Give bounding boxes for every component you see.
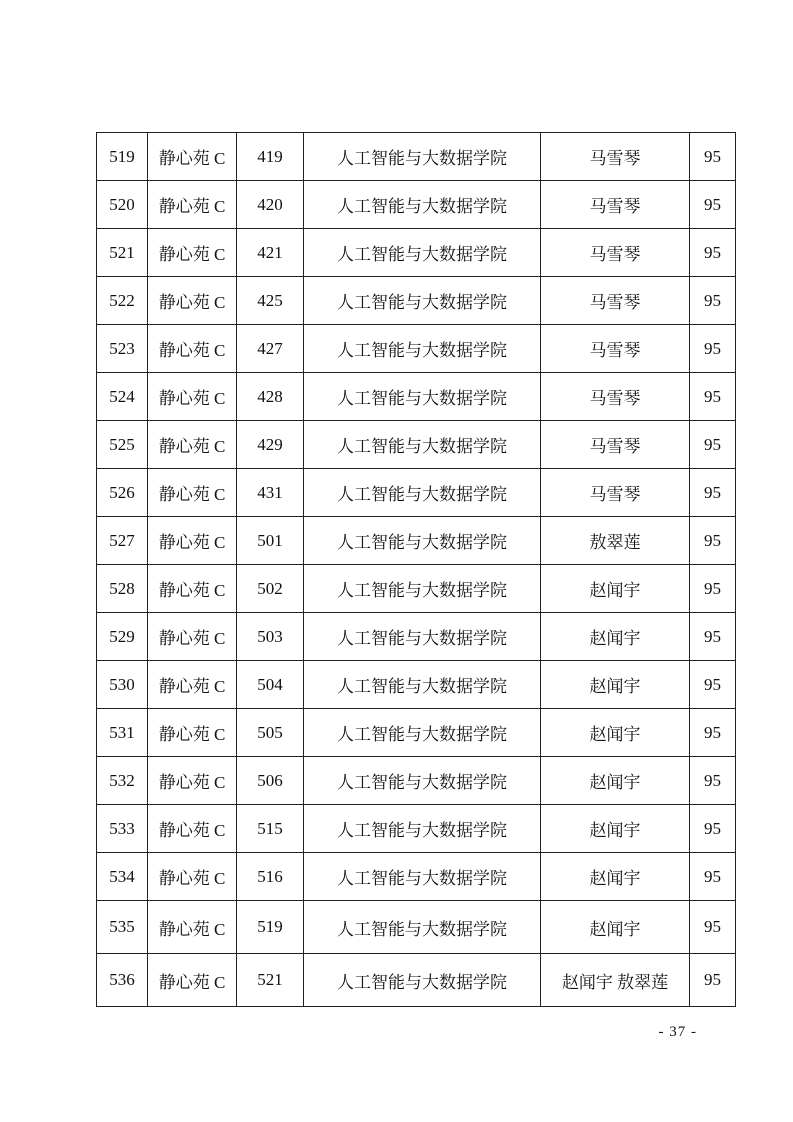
row-number-cell: 529 (97, 613, 148, 661)
row-number-cell: 535 (97, 901, 148, 954)
building-cell: 静心苑 C (148, 229, 237, 277)
room-number-cell: 425 (237, 277, 304, 325)
room-number-cell: 419 (237, 133, 304, 181)
room-number-cell: 431 (237, 469, 304, 517)
building-cell: 静心苑 C (148, 421, 237, 469)
teacher-cell: 马雪琴 (541, 229, 690, 277)
score-cell: 95 (690, 954, 736, 1007)
row-number-cell: 527 (97, 517, 148, 565)
row-number-cell: 521 (97, 229, 148, 277)
building-cell: 静心苑 C (148, 277, 237, 325)
table-row (97, 229, 736, 277)
teacher-cell: 马雪琴 (541, 325, 690, 373)
room-number-cell: 516 (237, 853, 304, 901)
building-cell: 静心苑 C (148, 709, 237, 757)
building-cell: 静心苑 C (148, 613, 237, 661)
teacher-cell: 马雪琴 (541, 181, 690, 229)
college-cell: 人工智能与大数据学院 (304, 421, 541, 469)
score-cell: 95 (690, 325, 736, 373)
score-cell: 95 (690, 757, 736, 805)
row-number-cell: 531 (97, 709, 148, 757)
college-cell: 人工智能与大数据学院 (304, 613, 541, 661)
teacher-cell: 马雪琴 (541, 277, 690, 325)
college-cell: 人工智能与大数据学院 (304, 565, 541, 613)
teacher-cell: 马雪琴 (541, 133, 690, 181)
college-cell: 人工智能与大数据学院 (304, 181, 541, 229)
teacher-cell: 赵闻宇 (541, 661, 690, 709)
score-cell: 95 (690, 661, 736, 709)
room-number-cell: 428 (237, 373, 304, 421)
college-cell: 人工智能与大数据学院 (304, 661, 541, 709)
building-cell: 静心苑 C (148, 954, 237, 1007)
row-number-cell: 522 (97, 277, 148, 325)
teacher-cell: 马雪琴 (541, 469, 690, 517)
table-row (97, 325, 736, 373)
room-number-cell: 504 (237, 661, 304, 709)
table-row (97, 133, 736, 181)
building-cell: 静心苑 C (148, 469, 237, 517)
score-cell: 95 (690, 853, 736, 901)
row-number-cell: 524 (97, 373, 148, 421)
college-cell: 人工智能与大数据学院 (304, 757, 541, 805)
table-row (97, 181, 736, 229)
row-number-cell: 530 (97, 661, 148, 709)
college-cell: 人工智能与大数据学院 (304, 954, 541, 1007)
table-row (97, 613, 736, 661)
score-cell: 95 (690, 613, 736, 661)
score-cell: 95 (690, 901, 736, 954)
building-cell: 静心苑 C (148, 133, 237, 181)
score-cell: 95 (690, 421, 736, 469)
table-row (97, 517, 736, 565)
score-cell: 95 (690, 805, 736, 853)
table-row (97, 421, 736, 469)
building-cell: 静心苑 C (148, 517, 237, 565)
row-number-cell: 520 (97, 181, 148, 229)
college-cell: 人工智能与大数据学院 (304, 229, 541, 277)
row-number-cell: 528 (97, 565, 148, 613)
score-cell: 95 (690, 565, 736, 613)
teacher-cell: 马雪琴 (541, 421, 690, 469)
row-number-cell: 534 (97, 853, 148, 901)
room-number-cell: 429 (237, 421, 304, 469)
teacher-cell: 赵闻宇 (541, 613, 690, 661)
room-number-cell: 515 (237, 805, 304, 853)
room-number-cell: 420 (237, 181, 304, 229)
row-number-cell: 525 (97, 421, 148, 469)
page-number: - 37 - (658, 1024, 697, 1040)
room-number-cell: 519 (237, 901, 304, 954)
score-cell: 95 (690, 133, 736, 181)
college-cell: 人工智能与大数据学院 (304, 277, 541, 325)
table-row (97, 757, 736, 805)
row-number-cell: 532 (97, 757, 148, 805)
score-cell: 95 (690, 709, 736, 757)
table-row (97, 469, 736, 517)
room-number-cell: 521 (237, 954, 304, 1007)
table-row (97, 805, 736, 853)
score-cell: 95 (690, 277, 736, 325)
building-cell: 静心苑 C (148, 805, 237, 853)
building-cell: 静心苑 C (148, 325, 237, 373)
building-cell: 静心苑 C (148, 901, 237, 954)
row-number-cell: 533 (97, 805, 148, 853)
college-cell: 人工智能与大数据学院 (304, 709, 541, 757)
teacher-cell: 赵闻宇 (541, 901, 690, 954)
table-row (97, 277, 736, 325)
score-cell: 95 (690, 181, 736, 229)
table-row (97, 709, 736, 757)
room-number-cell: 506 (237, 757, 304, 805)
teacher-cell: 赵闻宇 敖翠莲 (541, 954, 690, 1007)
college-cell: 人工智能与大数据学院 (304, 853, 541, 901)
college-cell: 人工智能与大数据学院 (304, 325, 541, 373)
teacher-cell: 马雪琴 (541, 373, 690, 421)
score-cell: 95 (690, 469, 736, 517)
building-cell: 静心苑 C (148, 373, 237, 421)
college-cell: 人工智能与大数据学院 (304, 517, 541, 565)
table-row (97, 565, 736, 613)
score-cell: 95 (690, 373, 736, 421)
row-number-cell: 519 (97, 133, 148, 181)
score-cell: 95 (690, 229, 736, 277)
table-row (97, 853, 736, 901)
teacher-cell: 赵闻宇 (541, 853, 690, 901)
room-number-cell: 421 (237, 229, 304, 277)
teacher-cell: 敖翠莲 (541, 517, 690, 565)
row-number-cell: 526 (97, 469, 148, 517)
college-cell: 人工智能与大数据学院 (304, 805, 541, 853)
building-cell: 静心苑 C (148, 661, 237, 709)
building-cell: 静心苑 C (148, 565, 237, 613)
table-row (97, 661, 736, 709)
teacher-cell: 赵闻宇 (541, 709, 690, 757)
table-row (97, 901, 736, 954)
college-cell: 人工智能与大数据学院 (304, 901, 541, 954)
teacher-cell: 赵闻宇 (541, 805, 690, 853)
college-cell: 人工智能与大数据学院 (304, 469, 541, 517)
building-cell: 静心苑 C (148, 853, 237, 901)
row-number-cell: 523 (97, 325, 148, 373)
college-cell: 人工智能与大数据学院 (304, 373, 541, 421)
building-cell: 静心苑 C (148, 757, 237, 805)
dormitory-score-table (96, 132, 736, 1007)
room-number-cell: 505 (237, 709, 304, 757)
college-cell: 人工智能与大数据学院 (304, 133, 541, 181)
table-body (97, 133, 736, 1007)
room-number-cell: 501 (237, 517, 304, 565)
table-row (97, 954, 736, 1007)
table-row (97, 373, 736, 421)
teacher-cell: 赵闻宇 (541, 757, 690, 805)
building-cell: 静心苑 C (148, 181, 237, 229)
teacher-cell: 赵闻宇 (541, 565, 690, 613)
room-number-cell: 502 (237, 565, 304, 613)
room-number-cell: 503 (237, 613, 304, 661)
room-number-cell: 427 (237, 325, 304, 373)
score-cell: 95 (690, 517, 736, 565)
row-number-cell: 536 (97, 954, 148, 1007)
